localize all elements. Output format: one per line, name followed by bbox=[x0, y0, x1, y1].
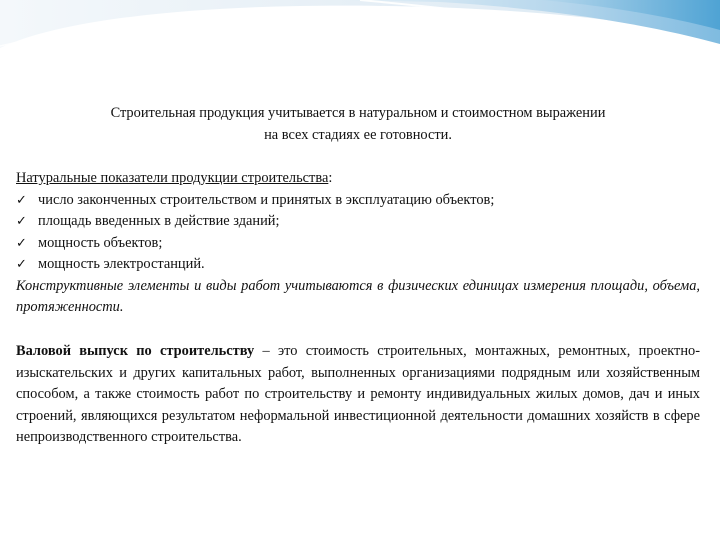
units-note: Конструктивные элементы и виды работ учитываются в физических единицах измерения площади, объема, протяженности. bbox=[16, 277, 700, 315]
natural-heading-colon: : bbox=[328, 170, 333, 186]
check-mark-icon: ✓ bbox=[16, 192, 27, 208]
check-mark-icon: ✓ bbox=[16, 214, 27, 229]
list-item-text: число законченных строительством и принятых в эксплуатацию объектов; bbox=[38, 191, 495, 208]
list-item bbox=[16, 254, 700, 276]
intro-block bbox=[16, 103, 700, 146]
check-mark-icon: ✓ bbox=[16, 257, 27, 272]
intro-line-2: на всех стадиях ее готовности. bbox=[264, 126, 452, 143]
header-wave-decoration bbox=[0, 0, 720, 80]
intro-line-1: Строительная продукция учитывается в натуральном и стоимостном выражении bbox=[110, 105, 606, 121]
gross-output-block bbox=[16, 341, 700, 449]
gross-output-term: Валовой выпуск по строительству bbox=[16, 343, 255, 359]
list-item-text: мощность электростанций. bbox=[38, 256, 205, 272]
list-item bbox=[16, 211, 700, 233]
gross-output-definition: – это стоимость строительных, монтажных, ремонтных, проектно-изыскательских и других капитальных работ, выполненных организациями подрядным или хозяйственным способом, а также стоимость работ по строительству и ремонту индивидуальных жилых домов, дач и иных строений, являющихся результатом неформальной инвестиционной деятельности домашних хозяйств в сфере непроизводственного строительства. bbox=[16, 343, 701, 445]
list-item bbox=[16, 190, 700, 212]
list-item-text: площадь введенных в действие зданий; bbox=[38, 213, 280, 229]
check-mark-icon: ✓ bbox=[16, 235, 27, 251]
natural-heading bbox=[16, 168, 700, 190]
natural-heading-text: Натуральные показатели продукции строительства bbox=[16, 170, 329, 186]
gross-output-paragraph bbox=[16, 341, 700, 449]
list-item-text: мощность объектов; bbox=[38, 234, 163, 251]
list-item bbox=[16, 233, 700, 255]
natural-indicators-block bbox=[16, 168, 700, 319]
